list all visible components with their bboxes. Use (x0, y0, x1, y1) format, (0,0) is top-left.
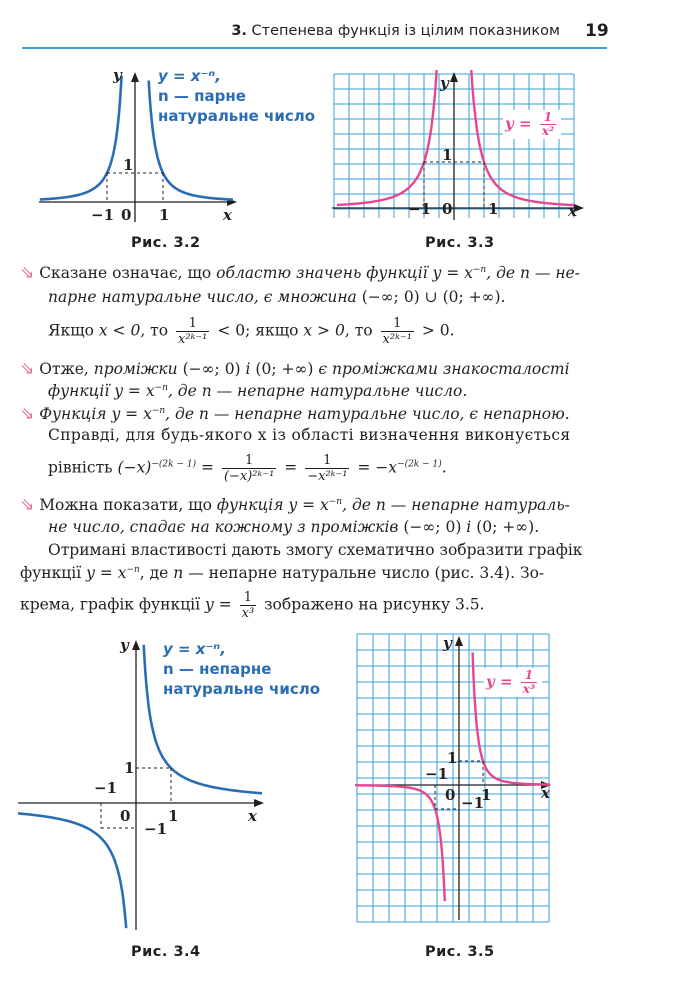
tick-label: 1 (442, 146, 453, 164)
text-line (48, 382, 467, 400)
text-line (20, 590, 485, 621)
x-axis-arrow (254, 799, 264, 807)
text-run: і (245, 360, 251, 378)
legend-denominator: x³ (522, 682, 536, 696)
text-run: < 0; якщо (212, 321, 304, 340)
fraction-denominator: −x²ᵏ⁻¹ (307, 469, 348, 484)
fraction-numerator: 1 (305, 453, 349, 469)
text-line (20, 263, 580, 283)
axis-label-x: x (541, 784, 550, 802)
figure-caption: Рис. 3.2 (131, 235, 201, 251)
section-title: Степенева функція із цілим показником (251, 23, 560, 39)
curve-inverse-cube-left (356, 785, 445, 901)
tick-label: −1 (408, 200, 432, 218)
text-line (48, 453, 447, 484)
section-number: 3. (231, 23, 247, 39)
text-run: функції (20, 564, 87, 582)
text-line (20, 359, 570, 379)
text-line: Справді, для будь-якого x із області визначення виконується (48, 426, 571, 444)
text-line (48, 288, 506, 306)
text-run: Сказане означає, що (39, 264, 217, 282)
bullet-arrow-icon: ⇘ (20, 359, 35, 379)
text-run: — непарне натуральне число (рис. 3.4). Зо- (183, 564, 545, 582)
text-run: −n (328, 496, 343, 507)
text-run: −n (472, 264, 487, 275)
text-run: y = (205, 595, 232, 614)
axis-label-y: y (443, 634, 452, 652)
axis-label-y: y (440, 74, 449, 92)
text-run: −n (126, 564, 140, 575)
legend-denominator: x² (541, 124, 555, 138)
tick-label: 0 (121, 206, 132, 224)
text-run: (−x) (117, 458, 152, 477)
axis-label-x: x (248, 807, 257, 825)
axis-label-x: x (568, 202, 577, 220)
text-run: функції y = x (48, 382, 155, 400)
figure-3-4-legend (163, 639, 320, 699)
text-run: (−∞; 0) (177, 360, 246, 378)
text-run: x > 0 (303, 321, 345, 340)
y-axis-arrow (132, 640, 140, 650)
text-run: −n (151, 405, 166, 416)
tick-label: 0 (442, 200, 453, 218)
figure-3-2-legend (158, 66, 315, 126)
tick-label: −1 (425, 765, 449, 783)
text-run: −n (154, 382, 168, 393)
text-run: x < 0 (98, 321, 141, 340)
tick-label: 1 (168, 807, 179, 825)
legend-numerator: 1 (540, 111, 556, 125)
page-number: 19 (585, 21, 609, 41)
text-run: y = x (86, 564, 127, 582)
text-run: парне натуральне число, є множина (48, 288, 357, 306)
text-run: Функція y = x (39, 405, 152, 423)
text-run: n (173, 564, 184, 582)
text-run: , де n — непарне натуральне число, є непарною. (165, 405, 570, 423)
legend-formula-prefix: y = (505, 114, 532, 133)
text-run: Якщо (48, 321, 99, 340)
tick-label: 1 (481, 786, 492, 804)
y-axis-arrow (455, 636, 463, 646)
figure-3-3 (332, 70, 592, 220)
text-run: , де n — непарне натураль- (342, 496, 570, 514)
tick-label: −1 (94, 779, 118, 797)
text-run: (−∞; 0) ∪ (0; +∞). (356, 288, 506, 306)
text-run: = −x (352, 458, 398, 477)
y-axis-arrow (131, 72, 139, 82)
text-run: крема, графік функції (20, 595, 206, 614)
tick-label: −1 (461, 794, 485, 812)
text-run: , де n — непарне натуральне число. (167, 382, 468, 400)
text-run: Можна показати, що (39, 496, 217, 514)
legend-formula-prefix: y = (486, 672, 513, 691)
axis-label-y: y (113, 66, 122, 84)
tick-label: 1 (488, 200, 499, 218)
text-line (48, 316, 455, 347)
running-header (0, 23, 560, 39)
legend-line: натуральне число (158, 107, 316, 125)
text-run: (−∞; 0) (398, 518, 467, 536)
text-run: функція y = x (216, 496, 329, 514)
legend-formula: y = x⁻ⁿ, (158, 67, 221, 85)
text-run: , то (344, 321, 373, 340)
fraction-denominator: x²ᵏ⁻¹ (382, 332, 412, 347)
text-run: зображено на рисунку 3.5. (259, 595, 485, 614)
text-run: = (196, 458, 219, 477)
fraction-denominator: x³ (241, 606, 255, 621)
text-run: . (441, 458, 447, 477)
tick-label: −1 (144, 820, 168, 838)
bullet-arrow-icon: ⇘ (20, 263, 35, 283)
legend-numerator: 1 (521, 669, 537, 683)
fraction-numerator: 1 (381, 316, 414, 332)
axis-label-y: y (120, 636, 129, 654)
tick-label: 1 (447, 749, 458, 767)
legend-formula: y = x⁻ⁿ, (163, 640, 226, 658)
text-run: , де (139, 564, 174, 582)
text-line (20, 404, 570, 424)
text-run: , то (140, 321, 169, 340)
bullet-arrow-icon: ⇘ (20, 404, 35, 424)
legend-line: n — парне (158, 87, 246, 105)
figure-3-5-legend (484, 668, 542, 697)
text-run: областю значень функції y = x (216, 264, 473, 282)
tick-label: 0 (120, 807, 131, 825)
text-run: Отже, (39, 360, 94, 378)
curve-odd-power-left (18, 813, 126, 928)
text-run: = (279, 458, 303, 477)
figure-caption: Рис. 3.5 (425, 944, 495, 960)
figure-caption: Рис. 3.4 (131, 944, 201, 960)
text-run: рівність (48, 458, 113, 477)
text-run: (0; +∞). (471, 518, 540, 536)
tick-label: 1 (124, 759, 135, 777)
header-rule (22, 47, 607, 49)
fraction-numerator: 1 (222, 453, 276, 469)
text-run: , де n — не- (486, 264, 580, 282)
text-run: (0; +∞) (250, 360, 319, 378)
legend-line: n — непарне (163, 660, 272, 678)
tick-label: −1 (91, 206, 115, 224)
figure-caption: Рис. 3.3 (425, 235, 495, 251)
text-run: −(2k − 1) (151, 459, 197, 470)
fraction-denominator: x²ᵏ⁻¹ (178, 332, 208, 347)
text-run: −(2k − 1) (397, 459, 442, 470)
legend-line: натуральне число (163, 680, 321, 698)
text-run: і (466, 518, 472, 536)
fraction-numerator: 1 (176, 316, 209, 332)
tick-label: 0 (445, 786, 456, 804)
text-line: Отримані властивості дають змогу схематично зобразити графік (48, 541, 583, 559)
tick-label: 1 (159, 206, 170, 224)
text-line (20, 564, 544, 582)
axis-label-x: x (223, 206, 232, 224)
text-run: проміжки (93, 360, 178, 378)
text-line (20, 495, 570, 515)
figure-3-3-legend (503, 110, 561, 139)
text-run: > 0. (416, 321, 455, 340)
bullet-arrow-icon: ⇘ (20, 495, 35, 515)
fraction-numerator: 1 (240, 590, 257, 606)
text-run: не число, спадає на кожному з проміжків (48, 518, 399, 536)
text-run: є проміжками знакосталості (318, 360, 570, 378)
tick-label: 1 (123, 156, 134, 174)
fraction-denominator: (−x)²ᵏ⁻¹ (223, 469, 275, 484)
text-line (48, 518, 539, 536)
